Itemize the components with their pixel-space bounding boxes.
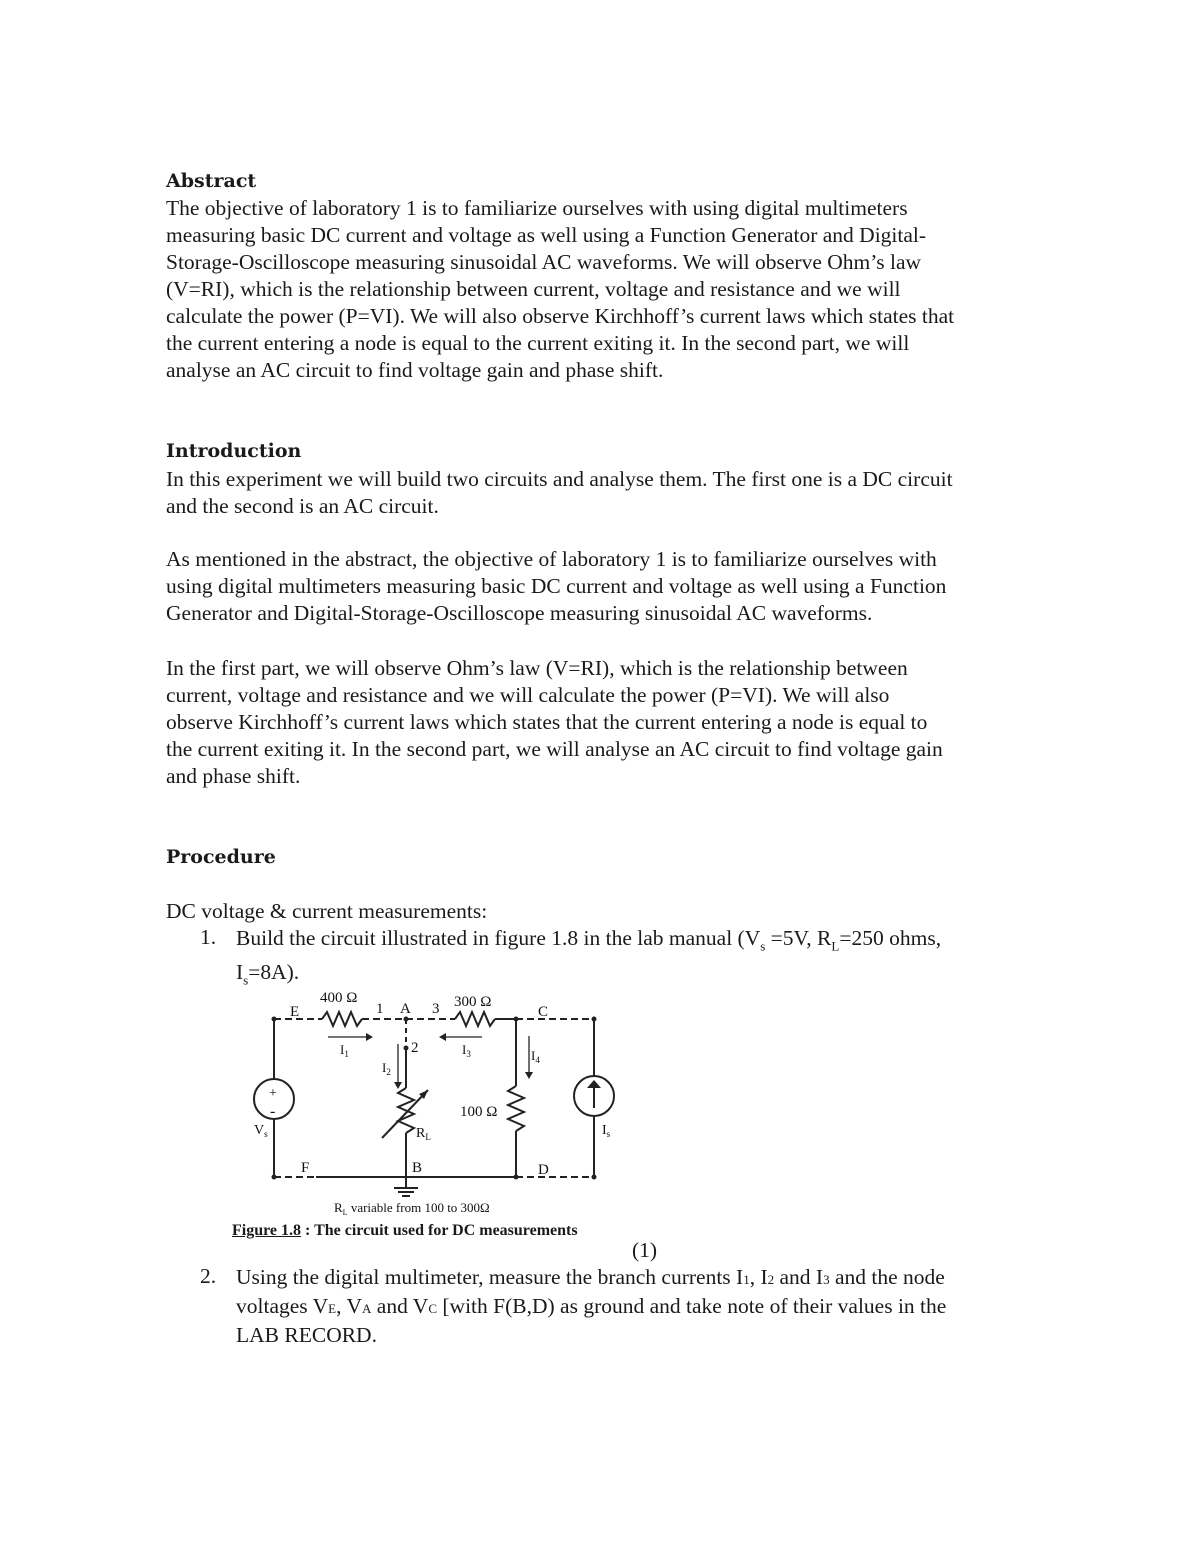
node-dot [514, 1175, 519, 1180]
label-n2: 2 [411, 1040, 419, 1056]
node-dot [592, 1175, 597, 1180]
label-node-c: C [538, 1004, 549, 1020]
i3-arrowhead [439, 1033, 446, 1041]
label-node-e: E [290, 1004, 300, 1020]
text-line: In the first part, we will observe Ohm’s law (V=RI), which is the relationship between [166, 656, 908, 680]
list-number: 2. [200, 1264, 217, 1288]
node-dot [272, 1017, 277, 1022]
label-node-d: D [538, 1162, 549, 1178]
introduction-paragraph-1 [166, 466, 1046, 520]
text-line: Storage-Oscilloscope measuring sinusoidal AC waveforms. We will observe Ohm’s law [166, 250, 922, 274]
text-line: measuring basic DC current and voltage as well using a Function Generator and Digital- [166, 223, 927, 247]
text-line: The objective of laboratory 1 is to familiarize ourselves with using digital multimeters [166, 196, 908, 220]
text-line: the current entering a node is equal to the current exiting it. In the second part, we will [166, 331, 910, 355]
equation-number: (1) [632, 1238, 658, 1262]
text-line: Generator and Digital-Storage-Oscilloscope measuring sinusoidal AC waveforms. [166, 601, 873, 625]
procedure-step-1 [236, 925, 1056, 994]
label-node-a: A [400, 1001, 411, 1017]
text-line: and phase shift. [166, 764, 301, 788]
label-rl: $R_L$ [416, 1126, 431, 1142]
text-line: In this experiment we will build two circuits and analyse them. The first one is a DC circuit [166, 467, 953, 491]
label-is: $I_s$ [602, 1123, 611, 1139]
node-dot [592, 1017, 597, 1022]
text-line: current, voltage and resistance and we will calculate the power (P=VI). We will also [166, 683, 890, 707]
label-i4: $I_4$ [531, 1048, 540, 1065]
text-line: calculate the power (P=VI). We will also observe Kirchhoff’s current laws which states that [166, 304, 955, 328]
text-line: Using the digital multimeter, measure the branch currents I1, I2 and I3 and the node [236, 1265, 945, 1289]
text-line: using digital multimeters measuring basic DC current and voltage as well using a Function [166, 574, 947, 598]
label-minus: - [270, 1103, 276, 1120]
text-line: analyse an AC circuit to find voltage gain and phase shift. [166, 358, 664, 382]
label-i1: $I_1$ [340, 1042, 349, 1059]
figure-note: $R_L$ variable from 100 to 300Ω [334, 1200, 490, 1217]
text-line: LAB RECORD. [236, 1323, 377, 1347]
label-n1: 1 [376, 1001, 384, 1017]
label-plus: + [269, 1086, 277, 1101]
text-line: observe Kirchhoff’s current laws which states that the current entering a node is equal to [166, 710, 928, 734]
abstract-heading: Abstract [166, 170, 257, 192]
abstract-paragraph [166, 195, 1046, 384]
node-dot [272, 1175, 277, 1180]
text-line: and the second is an AC circuit. [166, 494, 439, 518]
i4-arrowhead [525, 1072, 533, 1079]
list-number: 1. [200, 925, 217, 949]
label-vs: $V_s$ [254, 1123, 268, 1139]
label-node-b: B [412, 1160, 423, 1176]
label-i3: $I_3$ [462, 1042, 471, 1059]
label-n3: 3 [432, 1001, 440, 1017]
label-r300: 300 Ω [454, 994, 492, 1010]
i1-arrowhead [366, 1033, 373, 1041]
label-i2: $I_2$ [382, 1060, 391, 1077]
text-line: the current exiting it. In the second part, we will analyse an AC circuit to find voltage gain [166, 737, 943, 761]
node-dot [404, 1046, 409, 1051]
label-r100: 100 Ω [460, 1104, 498, 1120]
procedure-heading: Procedure [166, 846, 276, 868]
resistor-300 [455, 1012, 495, 1026]
resistor-rl [398, 1088, 414, 1133]
text-line: Build the circuit illustrated in figure 1.8 in the lab manual ($V_s =5V$, $R_L=250$ ohms, [236, 926, 942, 954]
node-dot [514, 1017, 519, 1022]
label-r400: 400 Ω [320, 990, 358, 1006]
text-line: As mentioned in the abstract, the objective of laboratory 1 is to familiarize ourselves with [166, 547, 937, 571]
procedure-step-2 [236, 1264, 1056, 1349]
figure-caption: Figure 1.8 : The circuit used for DC measurements [232, 1222, 578, 1239]
resistor-100 [508, 1086, 524, 1131]
label-node-f: F [301, 1160, 310, 1176]
introduction-paragraph-3 [166, 655, 1046, 790]
text-line: (V=RI), which is the relationship between current, voltage and resistance and we will [166, 277, 901, 301]
procedure-subheading: DC voltage & current measurements: [166, 899, 488, 923]
circuit-diagram [230, 985, 630, 1220]
introduction-paragraph-2 [166, 546, 1046, 627]
node-dot [404, 1017, 409, 1022]
text-line: $I_s=8A$). [236, 960, 300, 988]
text-line: voltages VE, VA and VC [with F(B,D) as ground and take note of their values in the [236, 1294, 947, 1318]
introduction-heading: Introduction [166, 440, 302, 462]
i2-arrowhead [394, 1082, 402, 1089]
resistor-400 [322, 1012, 362, 1026]
